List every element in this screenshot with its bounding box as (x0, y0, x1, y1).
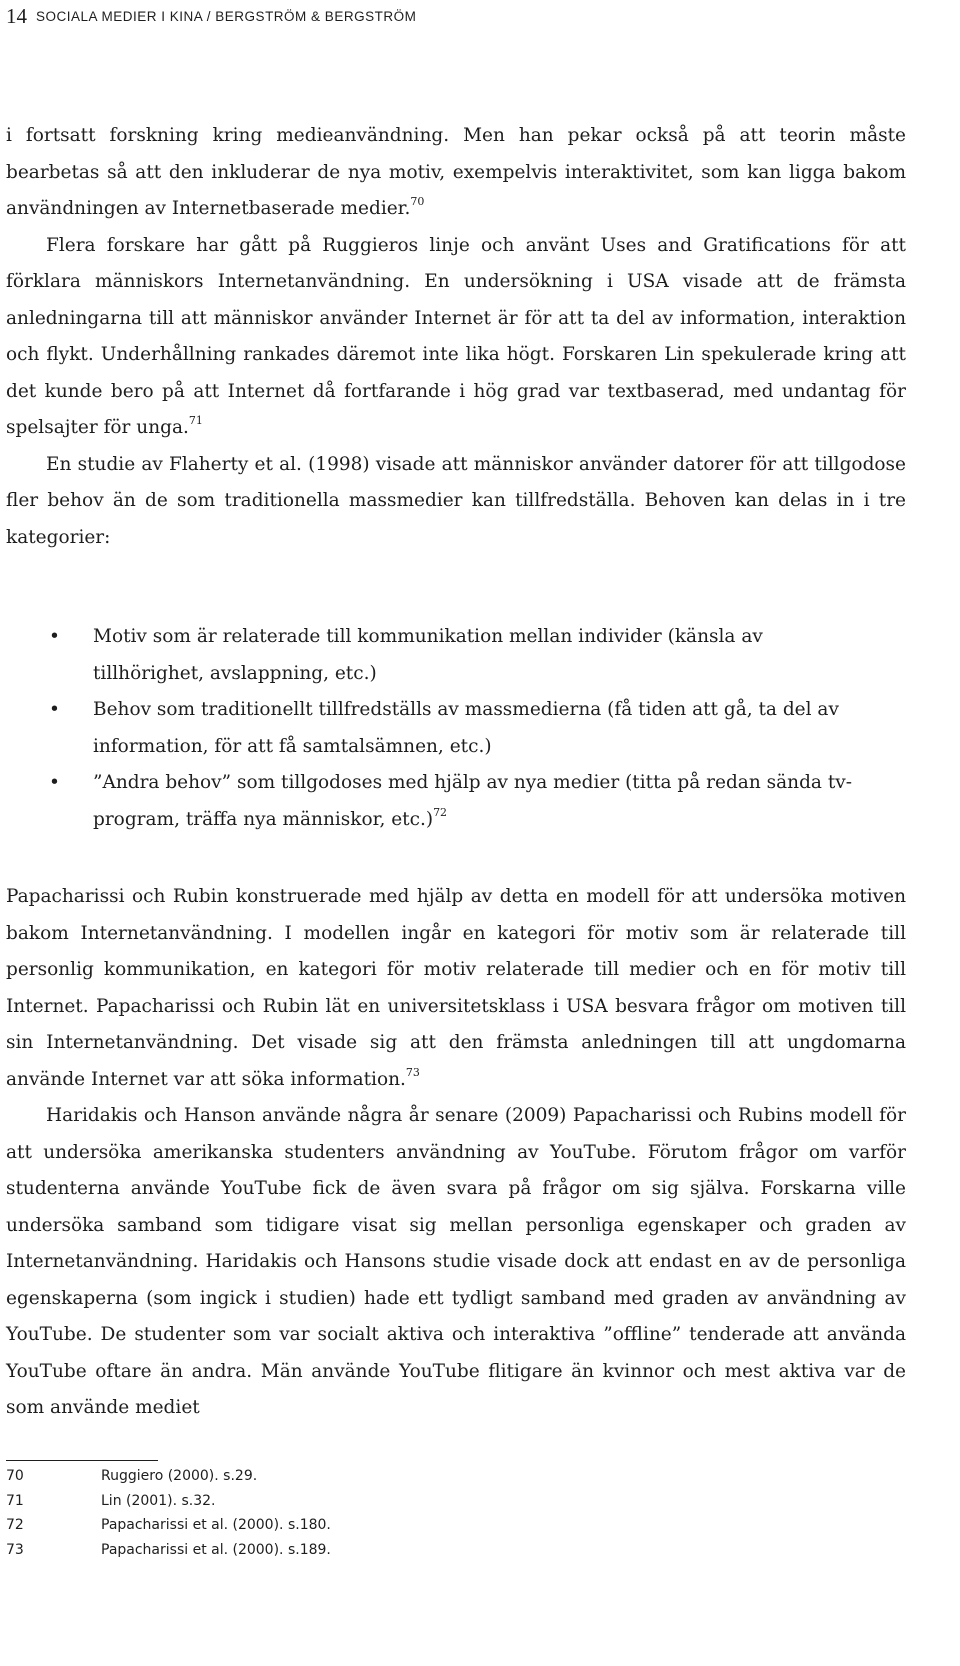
footnote-number: 71 (6, 1492, 24, 1509)
paragraph-text: i fortsatt forskning kring medieanvändning. Men han pekar också på att teorin måste bearbetas så att den inkluderar de nya motiv, exempelvis interaktivitet, som kan ligga bakom användningen av Internetbaserade medier. (6, 125, 906, 219)
footnote-number: 73 (6, 1541, 24, 1558)
footnote-text: Ruggiero (2000). s.29. (101, 1468, 258, 1484)
list-item (6, 692, 871, 765)
running-title: SOCIALA MEDIER I KINA / BERGSTRÖM & BERGSTRÖM (36, 9, 417, 24)
list-item (6, 765, 871, 838)
paragraph-text: Haridakis och Hanson använde några år senare (2009) Papacharissi och Rubins modell för att undersöka amerikanska studenters användning av YouTube. Förutom frågor om varför studenterna använde YouTube fick de även svara på frågor om sig själva. Forskarna ville undersöka samband som tidigare visat sig mellan personliga egenskaper och graden av Internetanvändning. Haridakis och Hansons studie visade dock att endast en av de personliga egenskaperna (som ingick i studien) hade ett tydligt samband med graden av användning av YouTube. De studenter som var socialt aktiva och interaktiva ”offline” tenderade att använda YouTube oftare än andra. Män använde YouTube flitigare än kvinnor och mest aktiva var de som använde mediet (6, 1105, 906, 1418)
footnote-ref: 73 (405, 1065, 420, 1079)
paragraph-text: Papacharissi och Rubin konstruerade med hjälp av detta en modell för att undersöka motiven bakom Internetanvändning. I modellen ingår en kategori för motiv som är relaterade till personlig kommunikation, en kategori för motiv relaterade till medier och en för motiv till Internet. Papacharissi och Rubin lät en universitetsklass i USA besvara frågor om motiven till sin Internetanvändning. Det visade sig att den främsta anledningen till att ungdomarna använde Internet var att söka information. (6, 886, 906, 1090)
footnote-ref: 70 (410, 195, 425, 208)
paragraph (6, 447, 906, 557)
footnote-ref: 72 (433, 805, 448, 819)
paragraph (6, 228, 906, 447)
footnote-number: 70 (6, 1468, 24, 1484)
bullet-list (6, 619, 906, 838)
footnote-number: 72 (6, 1517, 24, 1533)
list-item (6, 619, 871, 692)
bullet-icon: • (49, 699, 60, 720)
bullet-icon: • (49, 626, 60, 647)
bullet-icon: • (49, 772, 60, 793)
paragraph-text: En studie av Flaherty et al. (1998) visade att människor använder datorer för att tillgodose fler behov än de som traditionella massmedier kan tillfredställa. Behoven kan delas in i tre kategorier: (6, 453, 906, 548)
footnote-text: Papacharissi et al. (2000). s.180. (101, 1517, 331, 1533)
footnote-text: Lin (2001). s.32. (101, 1492, 216, 1509)
list-item-text: Behov som traditionellt tillfredställs av massmedierna (få tiden att gå, ta del av information, för att få samtalsämnen, etc.) (93, 699, 839, 757)
list-item-text: Motiv som är relaterade till kommunikation mellan individer (känsla av tillhörighet, avslappning, etc.) (93, 626, 763, 684)
list-item-text: ”Andra behov” som tillgodoses med hjälp av nya medier (titta på redan sända tv-program, träffa nya människor, etc.) (93, 772, 852, 830)
footnote-divider (6, 1460, 158, 1461)
paragraph (6, 879, 906, 1098)
page-number: 14 (6, 4, 27, 28)
footnote-ref: 71 (188, 414, 203, 427)
paragraph (6, 1098, 906, 1427)
footnote-text: Papacharissi et al. (2000). s.189. (101, 1541, 331, 1558)
paragraph-text: Flera forskare har gått på Ruggieros linje och använt Uses and Gratifications för att förklara människors Internetanvändning. En undersökning i USA visade att de främsta anledningarna till att människor använder Internet är för att ta del av information, interaktion och flykt. Underhållning rankades däremot inte lika högt. Forskaren Lin spekulerade kring att det kunde bero på att Internet då fortfarande i hög grad var textbaserad, med undantag för spelsajter för unga. (6, 234, 906, 438)
body-text (6, 118, 906, 1427)
paragraph (6, 118, 906, 228)
